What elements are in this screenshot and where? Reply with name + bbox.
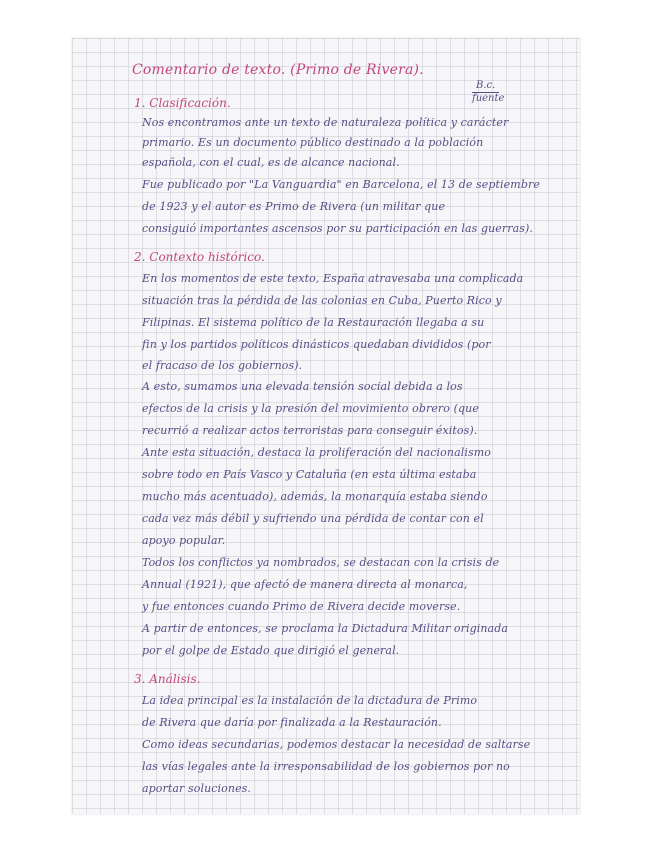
text-line: Filipinas. El sistema político de la Restauración llegaba a su (142, 316, 485, 329)
margin-note-code: B.c. (472, 80, 499, 93)
section-heading-clasificacion: 1. Clasificación. (134, 96, 231, 110)
text-line: fin y los partidos políticos dinásticos quedaban divididos (por (142, 338, 491, 351)
text-line: Nos encontramos ante un texto de naturaleza política y carácter (142, 116, 509, 129)
text-line: de 1923 y el autor es Primo de Rivera (un militar que (142, 200, 446, 213)
margin-note-word: fuente (472, 93, 505, 104)
text-line: española, con el cual, es de alcance nacional. (142, 156, 400, 169)
text-line: Fue publicado por "La Vanguardia" en Barcelona, el 13 de septiembre (142, 178, 540, 191)
text-line: recurrió a realizar actos terroristas para conseguir éxitos). (142, 424, 478, 437)
section-heading-contexto: 2. Contexto histórico. (134, 250, 265, 264)
text-line: primario. Es un documento público destinado a la población (142, 136, 484, 149)
text-line: el fracaso de los gobiernos). (142, 359, 303, 372)
text-line: Como ideas secundarias, podemos destacar la necesidad de saltarse (142, 738, 531, 751)
margin-note (472, 80, 504, 105)
text-line: aportar soluciones. (142, 782, 252, 795)
text-line: de Rivera que daría por finalizada a la Restauración. (142, 716, 442, 729)
text-line: En los momentos de este texto, España atravesaba una complicada (142, 272, 524, 285)
text-line: por el golpe de Estado que dirigió el general. (142, 644, 400, 657)
text-line: sobre todo en País Vasco y Cataluña (en esta última estaba (142, 468, 477, 481)
text-line: A esto, sumamos una elevada tensión social debida a los (142, 380, 463, 393)
text-line: A partir de entonces, se proclama la Dictadura Militar originada (142, 622, 509, 635)
text-line: mucho más acentuado), además, la monarquía estaba siendo (142, 490, 488, 503)
page-title: Comentario de texto. (Primo de Rivera). (132, 62, 424, 78)
text-line: Ante esta situación, destaca la proliferación del nacionalismo (142, 446, 491, 459)
text-line: efectos de la crisis y la presión del movimiento obrero (que (142, 402, 479, 415)
notebook-page (72, 38, 580, 814)
text-line: Todos los conflictos ya nombrados, se destacan con la crisis de (142, 556, 500, 569)
text-line: y fue entonces cuando Primo de Rivera decide moverse. (142, 600, 461, 613)
text-line: apoyo popular. (142, 534, 226, 547)
text-line: consiguió importantes ascensos por su participación en las guerras). (142, 222, 534, 235)
text-line: La idea principal es la instalación de la dictadura de Primo (142, 694, 478, 707)
text-line: situación tras la pérdida de las colonias en Cuba, Puerto Rico y (142, 294, 502, 307)
text-line: las vías legales ante la irresponsabilidad de los gobiernos por no (142, 760, 510, 773)
section-heading-analisis: 3. Análisis. (134, 672, 201, 686)
text-line: Annual (1921), que afectó de manera directa al monarca, (142, 578, 468, 591)
text-line: cada vez más débil y sufriendo una pérdida de contar con el (142, 512, 484, 525)
